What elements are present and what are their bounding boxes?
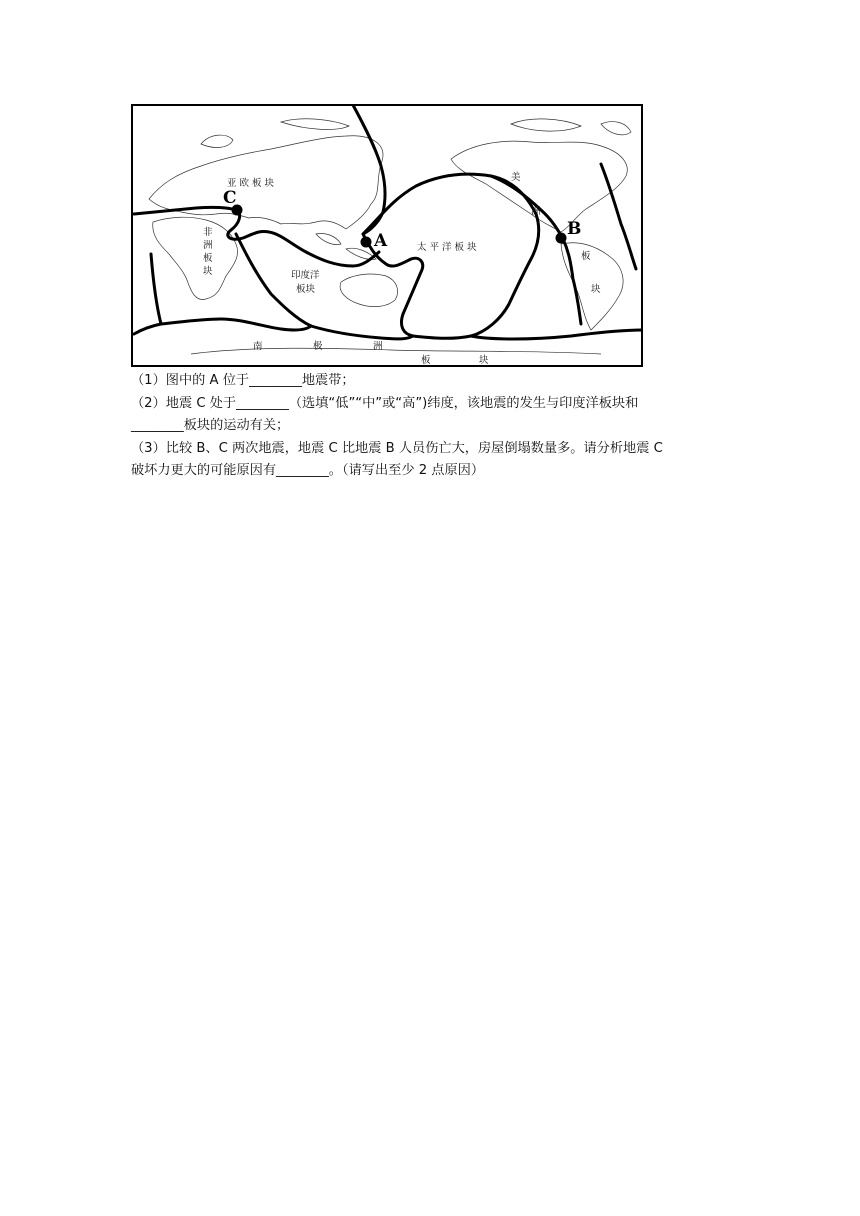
question-2-line-2: ________板块的运动有关； — [131, 418, 290, 433]
african-plate-label-2: 洲 — [203, 240, 213, 251]
eurasian-plate-label: 亚 欧 板 块 — [227, 178, 275, 189]
antarctic-plate-label-4: 板 — [421, 355, 431, 366]
earthquake-point-a — [361, 237, 372, 248]
america-plate-label-2: 洲 — [531, 206, 541, 217]
america-plate-label-4: 块 — [591, 284, 601, 295]
point-a-label: A — [374, 231, 388, 251]
earthquake-point-b — [556, 233, 567, 244]
antarctic-plate-label-5: 块 — [479, 355, 489, 366]
african-plate-label-4: 块 — [203, 266, 213, 277]
antarctic-plate-label-3: 洲 — [373, 341, 383, 352]
plate-boundary-map — [131, 104, 643, 367]
america-plate-label-1: 美 — [511, 172, 521, 183]
african-plate-label-3: 板 — [203, 253, 213, 264]
indian-plate-label-1: 印度洋 — [291, 270, 320, 281]
antarctic-plate-label-2: 极 — [313, 341, 323, 352]
plate-map-svg — [131, 104, 643, 367]
african-plate-label-1: 非 — [203, 227, 213, 238]
pacific-plate-label: 太 平 洋 板 块 — [417, 242, 477, 253]
point-c-label: C — [223, 188, 237, 208]
question-1: （1）图中的 A 位于________地震带； — [131, 373, 355, 388]
question-3-line-1: （3）比较 B、C 两次地震，地震 C 比地震 B 人员伤亡大，房屋倒塌数量多。请分析地震 C — [131, 440, 663, 456]
antarctic-plate-label-1: 南 — [253, 341, 263, 352]
question-2-line-1: （2）地震 C 处于________（选填“低”“中”或“高”)纬度，该地震的发生与印度洋板块和 — [131, 395, 639, 411]
question-3-line-2: 破坏力更大的可能原因有________。（请写出至少 2 点原因） — [131, 463, 485, 478]
question-block — [131, 370, 731, 483]
point-b-label: B — [567, 219, 582, 239]
indian-plate-label-2: 板块 — [296, 284, 316, 295]
america-plate-label-3: 板 — [581, 251, 591, 262]
